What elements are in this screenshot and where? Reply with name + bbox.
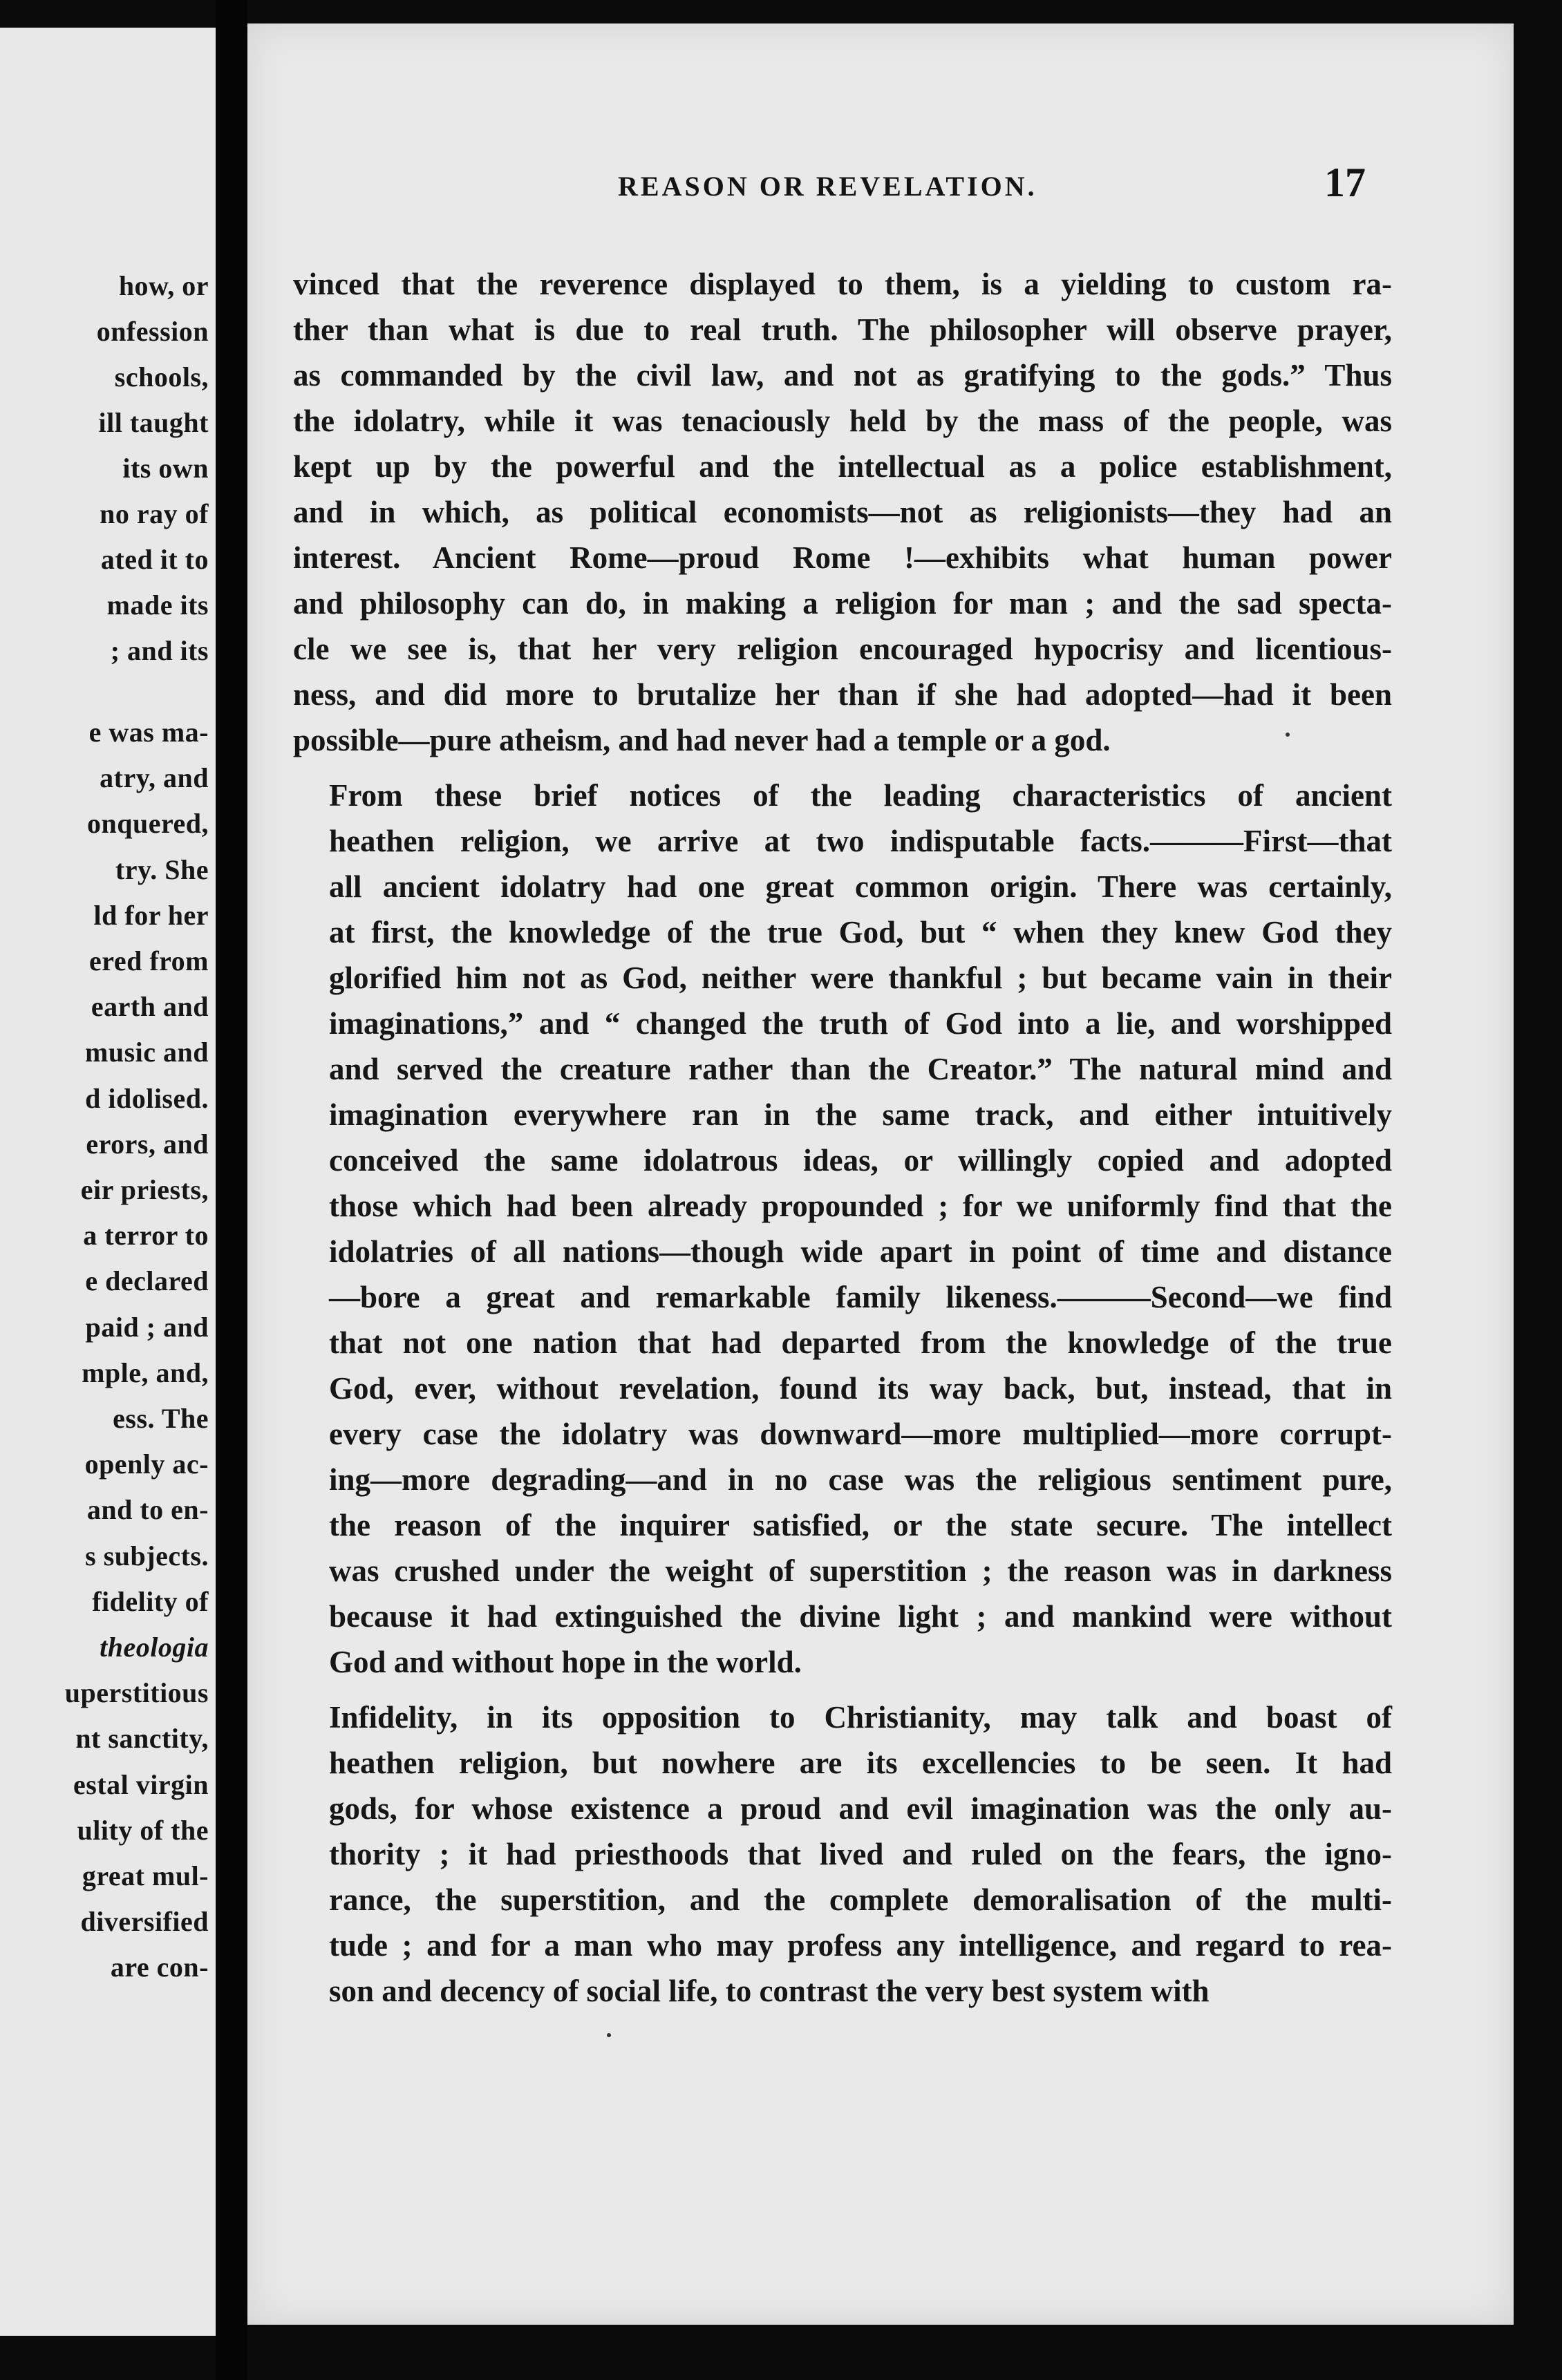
- ink-speck: [607, 2033, 611, 2037]
- facing-page-text-line: onquered,: [86, 808, 209, 840]
- facing-page-text-line: openly ac-: [84, 1448, 209, 1480]
- facing-page-text-line: d idolised.: [85, 1082, 209, 1114]
- text-line: kept up by the powerful and the intellectual as a police establishment,: [293, 449, 1392, 484]
- text-line: those which had been already propounded ; for we uniformly find that the: [329, 1189, 1392, 1223]
- text-line: as commanded by the civil law, and not as gratifying to the gods.” Thus: [293, 358, 1392, 393]
- text-line: interest. Ancient Rome—proud Rome !—exhibits what human power: [293, 540, 1392, 575]
- facing-page-text-line: erors, and: [86, 1128, 209, 1160]
- text-line: gods, for whose existence a proud and evil imagination was the only au-: [329, 1791, 1392, 1826]
- text-line: the idolatry, while it was tenaciously held by the mass of the people, was: [293, 404, 1392, 438]
- facing-page-text-line: fidelity of: [92, 1585, 209, 1617]
- text-line: and philosophy can do, in making a religion for man ; and the sad specta-: [293, 586, 1392, 621]
- text-line: the reason of the inquirer satisfied, or the state secure. The intellect: [329, 1508, 1392, 1542]
- text-line: because it had extinguished the divine light ; and mankind were without: [329, 1599, 1392, 1634]
- text-line: Infidelity, in its opposition to Christianity, may talk and boast of: [329, 1700, 1392, 1735]
- paragraph-3: [293, 1694, 1392, 2014]
- facing-page-text-line: paid ; and: [85, 1311, 209, 1343]
- facing-page-text-line: schools,: [114, 361, 209, 393]
- page-number: 17: [1324, 160, 1366, 205]
- facing-page-text-line: are con-: [110, 1952, 209, 1983]
- facing-page-text-line: nt sanctity,: [75, 1723, 209, 1755]
- facing-page-text-line: theologia: [100, 1632, 209, 1663]
- facing-page-text-line: atry, and: [100, 762, 209, 794]
- text-line: heathen religion, we arrive at two indisputable facts.———First—that: [329, 824, 1392, 858]
- paragraph-2: [293, 773, 1392, 1685]
- text-line: God, ever, without revelation, found its way back, but, instead, that in: [329, 1371, 1392, 1406]
- text-line: and in which, as political economists—not as religionists—they had an: [293, 495, 1392, 529]
- facing-page-text-line: music and: [85, 1037, 209, 1068]
- facing-page-text-line: try. She: [115, 853, 209, 885]
- text-line: rance, the superstition, and the complete demoralisation of the multi-: [329, 1882, 1392, 1917]
- facing-page-text-line: eir priests,: [80, 1174, 209, 1205]
- text-line: ther than what is due to real truth. The philosopher will observe prayer,: [293, 312, 1392, 347]
- text-line: was crushed under the weight of superstition ; the reason was in darkness: [329, 1553, 1392, 1588]
- book-page: [247, 23, 1514, 2325]
- text-line: imaginations,” and “ changed the truth of God into a lie, and worshipped: [329, 1006, 1392, 1041]
- facing-page-text-line: great mul-: [82, 1860, 209, 1891]
- facing-page-text-line: ess. The: [113, 1403, 209, 1434]
- paragraph-1: [293, 261, 1392, 763]
- facing-page-text-line: no ray of: [100, 498, 209, 529]
- facing-page-text-line: ered from: [89, 945, 209, 976]
- facing-page-text-line: how, or: [118, 270, 209, 301]
- facing-page-text-line: mple, and,: [82, 1357, 209, 1388]
- facing-page-text-line: earth and: [91, 991, 209, 1023]
- facing-page-text-line: onfession: [96, 316, 209, 347]
- facing-page-text-line: made its: [106, 589, 209, 621]
- text-line: and served the creature rather than the Creator.” The natural mind and: [329, 1052, 1392, 1086]
- facing-page-text-line: and to en-: [86, 1494, 209, 1526]
- facing-page-fragment: [0, 28, 216, 2336]
- text-line: every case the idolatry was downward—more multiplied—more corrupt-: [329, 1417, 1392, 1451]
- ink-speck: [1286, 733, 1290, 737]
- text-line: ing—more degrading—and in no case was the religious sentiment pure,: [329, 1462, 1392, 1497]
- text-line: thority ; it had priesthoods that lived and ruled on the fears, the igno-: [329, 1837, 1392, 1871]
- facing-page-text-line: e was ma-: [88, 717, 209, 748]
- facing-page-text-line: its own: [122, 453, 209, 484]
- facing-page-text-line: uperstitious: [64, 1677, 209, 1709]
- text-line: idolatries of all nations—though wide apart in point of time and distance: [329, 1234, 1392, 1269]
- text-line: God and without hope in the world.: [329, 1645, 802, 1679]
- text-line: conceived the same idolatrous ideas, or willingly copied and adopted: [329, 1143, 1392, 1178]
- facing-page-text-line: ; and its: [110, 635, 209, 666]
- text-line: From these brief notices of the leading characteristics of ancient: [329, 778, 1392, 813]
- text-line: imagination everywhere ran in the same track, and either intuitively: [329, 1097, 1392, 1132]
- text-line: heathen religion, but nowhere are its excellencies to be seen. It had: [329, 1746, 1392, 1780]
- facing-page-text-line: ill taught: [98, 407, 209, 438]
- text-line: son and decency of social life, to contrast the very best system with: [329, 1974, 1210, 2008]
- facing-page-text-line: estal virgin: [73, 1768, 209, 1800]
- text-line: at first, the knowledge of the true God, but “ when they knew God they: [329, 915, 1392, 950]
- text-line: tude ; and for a man who may profess any intelligence, and regard to rea-: [329, 1928, 1392, 1963]
- facing-page-text-line: e declared: [85, 1265, 209, 1297]
- text-line: vinced that the reverence displayed to them, is a yielding to custom ra-: [293, 267, 1392, 301]
- text-line: glorified him not as God, neither were thankful ; but became vain in their: [329, 961, 1392, 995]
- text-line: possible—pure atheism, and had never had a temple or a god.: [293, 723, 1111, 757]
- text-line: —bore a great and remarkable family likeness.———Second—we find: [329, 1280, 1392, 1314]
- facing-page-text-line: diversified: [80, 1906, 209, 1938]
- text-line: that not one nation that had departed from the knowledge of the true: [329, 1325, 1392, 1360]
- facing-page-text-line: s subjects.: [85, 1540, 209, 1571]
- text-line: ness, and did more to brutalize her than if she had adopted—had it been: [293, 677, 1392, 712]
- facing-page-text-line: a terror to: [83, 1220, 209, 1252]
- facing-page-text-line: ld for her: [93, 899, 209, 931]
- text-line: all ancient idolatry had one great common origin. There was certainly,: [329, 869, 1392, 904]
- body-text: [293, 261, 1392, 2023]
- facing-page-text-line: ulity of the: [77, 1814, 209, 1846]
- text-line: cle we see is, that her very religion encouraged hypocrisy and licentious-: [293, 632, 1392, 666]
- running-head-title: REASON OR REVELATION.: [618, 171, 1037, 202]
- facing-page-text-line: ated it to: [100, 544, 209, 575]
- book-gutter: [216, 0, 247, 2380]
